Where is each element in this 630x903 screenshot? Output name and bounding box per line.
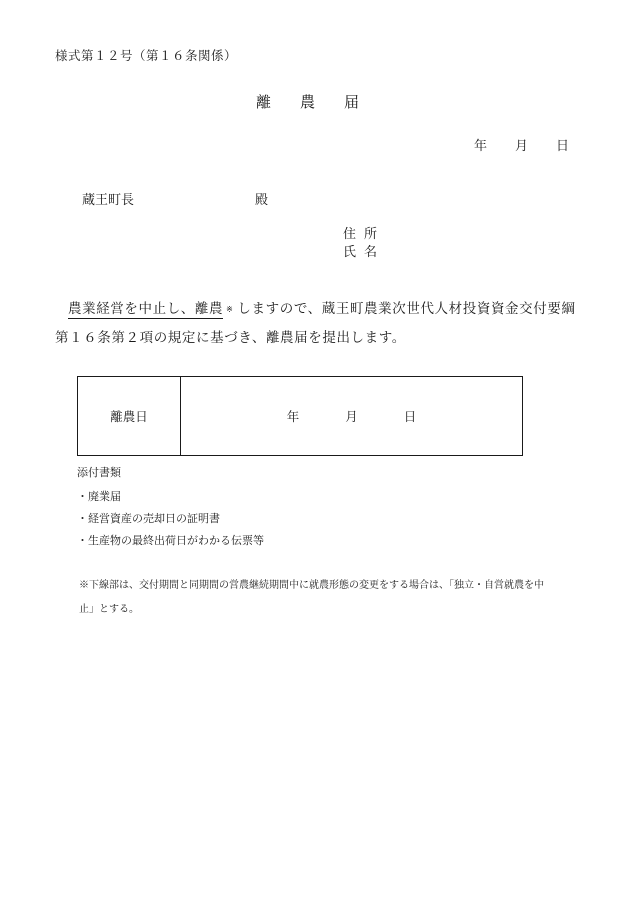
submission-date — [474, 135, 569, 154]
underlined-phrase: 農業経営を中止し、離農 — [68, 301, 224, 317]
document-title — [256, 91, 359, 112]
attachment-item: ・廃業届 — [77, 490, 121, 503]
address-label: 住所 — [343, 227, 386, 242]
footnote-line-1: ※下線部は、交付期間と同期間の営農継続期間中に就農形態の変更をする場合は、「独立・自営就農を中 — [79, 580, 544, 591]
date-day-label: 日 — [556, 139, 570, 154]
body-text-line-2: 第１６条第２項の規定に基づき、離農届を提出します。 — [55, 330, 406, 346]
retirement-date-label: 離農日 — [78, 377, 181, 455]
body-line-1-rest: しますので、蔵王町農業次世代人材投資資金交付要綱 — [237, 301, 576, 317]
title-char-2: 農 — [300, 93, 316, 111]
title-char-1: 離 — [256, 93, 272, 111]
retirement-year-label: 年 — [286, 409, 300, 424]
retirement-month-label: 月 — [345, 409, 358, 424]
name-label: 氏名 — [343, 245, 386, 260]
retirement-day-label: 日 — [403, 409, 417, 424]
retirement-date-table — [77, 376, 523, 456]
title-char-3: 届 — [344, 93, 360, 111]
addressee: 蔵王町長 — [82, 193, 135, 208]
date-year-label: 年 — [474, 139, 488, 154]
footnote-line-2: 止」とする。 — [79, 604, 139, 615]
attachments-title: 添付書類 — [77, 466, 121, 479]
attachment-item: ・生産物の最終出荷日がわかる伝票等 — [77, 534, 264, 547]
body-text-line-1 — [68, 297, 576, 317]
note-mark: ※ — [226, 305, 234, 314]
attachment-item: ・経営資産の売却日の証明書 — [77, 512, 220, 525]
retirement-date-value — [181, 377, 522, 455]
honorific: 殿 — [255, 193, 269, 208]
date-month-label: 月 — [515, 139, 529, 154]
form-number: 様式第１２号（第１６条関係） — [55, 48, 238, 63]
